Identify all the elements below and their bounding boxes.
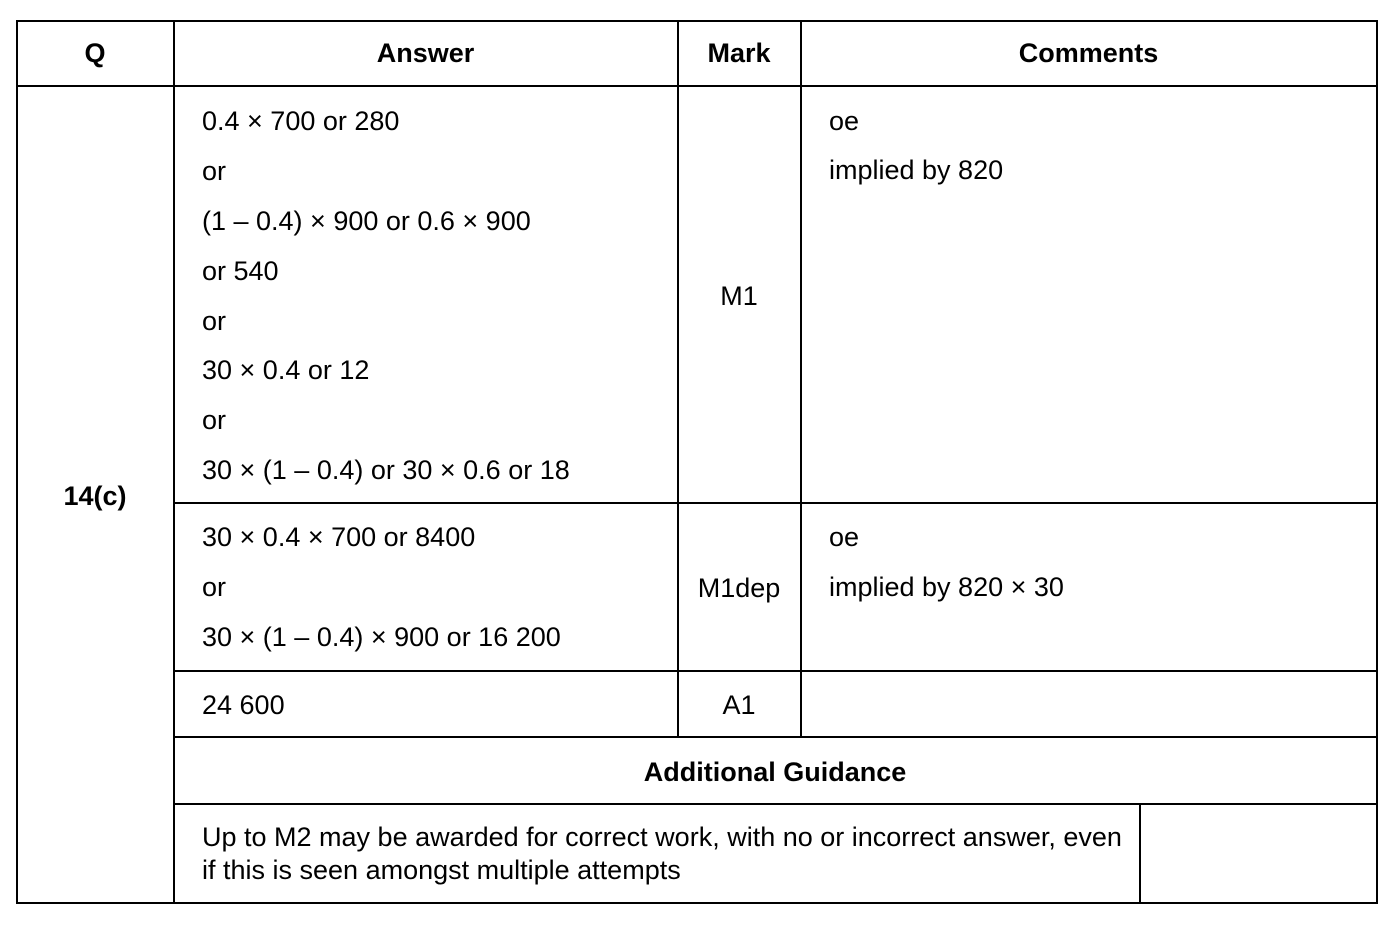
guidance-text: Up to M2 may be awarded for correct work, with no or incorrect answer, even if this is seen amongst multiple attempts [202, 822, 1122, 885]
answer-line: or [202, 306, 227, 336]
answer-line: 30 × (1 – 0.4) or 30 × 0.6 or 18 [202, 455, 570, 485]
header-comments: Comments [1018, 38, 1159, 68]
mark-cell: A1 [722, 690, 756, 720]
answer-line: or [202, 572, 227, 602]
mark-cell: M1 [720, 281, 758, 311]
answer-line: (1 – 0.4) × 900 or 0.6 × 900 [202, 206, 531, 236]
answer-line: or [202, 156, 227, 186]
question-number: 14(c) [63, 481, 127, 511]
answer-line: 30 × 0.4 × 700 or 8400 [202, 522, 476, 552]
answer-line: 0.4 × 700 or 280 [202, 106, 400, 136]
comment-line: oe [829, 522, 860, 552]
header-answer: Answer [376, 38, 475, 68]
header-q: Q [84, 38, 106, 68]
answer-line: 30 × 0.4 or 12 [202, 355, 370, 385]
comment-line: oe [829, 106, 860, 136]
answer-line: 30 × (1 – 0.4) × 900 or 16 200 [202, 622, 561, 652]
comment-line: implied by 820 [829, 155, 1004, 185]
header-mark: Mark [707, 38, 771, 68]
comment-line: implied by 820 × 30 [829, 572, 1064, 602]
guidance-title: Additional Guidance [643, 757, 907, 787]
answer-line: or [202, 405, 227, 435]
answer-line: 24 600 [202, 690, 285, 720]
mark-cell: M1dep [697, 573, 781, 603]
answer-line: or 540 [202, 256, 279, 286]
